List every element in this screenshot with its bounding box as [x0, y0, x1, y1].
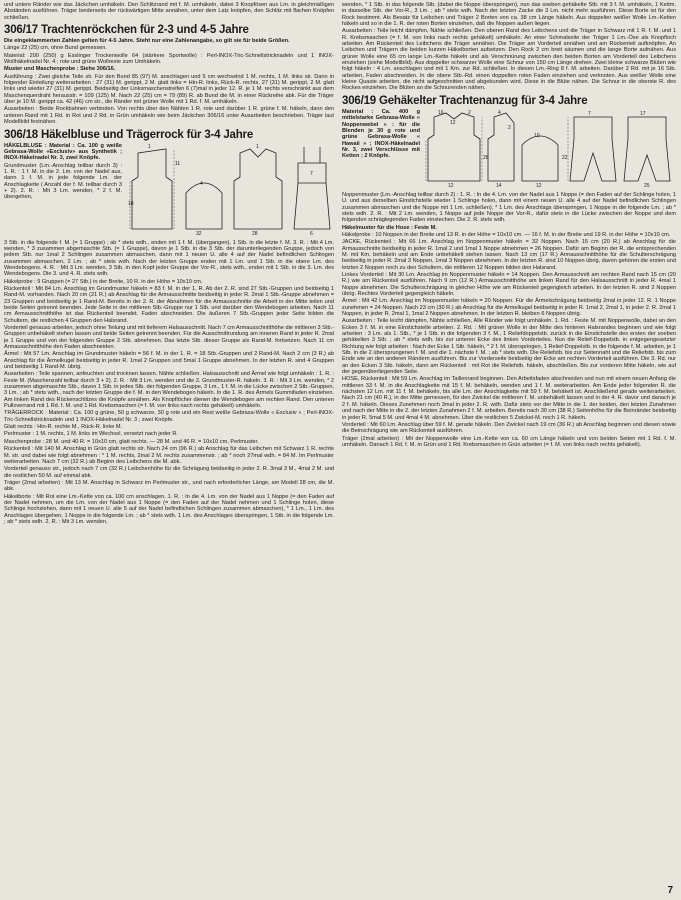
page-number: 7 [667, 885, 673, 896]
label-a: 18 [128, 200, 134, 207]
right-continuation: wenden, * 1 Stb. in das folgende Stb. (dabei die Noppe überspringen), nun das soeben gehäkelte Stb. mit 3 f. M. umhäkeln, 1 Kettm. in dasselbe Stb. der Vor-R., 3 Lm. ; ab * stets wdh. Nach der letzten Zacke die 3 Lm. nicht mehr ausführen. Diese Borte ist für den Rock bestimmt. Als Besatz für Leibchen und Träger 2 Borten von ca. 38 cm Länge häkeln. Aus doppelter weißer Wolle Lm.-Ketten häkeln und so in die 1. R. der roten Borten einziehen, daß die Noppen außen liegen. [342, 2, 676, 28]
suit-intro-with-diagram [342, 109, 676, 192]
jacket-sleeve: Ärmel : Mit 42 Lm. Anschlag im Noppenmuster häkeln = 20 Noppen. Für die Ärmelschrägung beidseitig 2mal in jeder 12. R. 1 Noppe zunehmen = 24 Noppen. Nach 23 cm (30 R.) ab Anschlag für die Armelkugel beidseitig in jeder R. 1mal 2, 2mal 1, in jeder 2. R. 2mal 1 Noppen, in jeder R. 2mal 1, 1mal 2 Noppen abnehmen. In der letzten R. bleiben 6 Noppen übrig. [342, 298, 676, 317]
s-label-m: 17 [640, 110, 646, 117]
s-label-j: 10 [534, 132, 540, 139]
blouse-intro-with-diagram [4, 143, 334, 240]
section-title-306-19: 306/19 Gehäkelter Trachtenanzug für 3-4 Jahre [342, 94, 588, 107]
suit-dimension-lines [426, 117, 568, 181]
blouse-schematic [126, 143, 331, 235]
s-label-l: 22 [562, 154, 568, 161]
dimension-lines [130, 149, 174, 229]
length-note: Länge 22 (25) cm, ohne Bund gemessen. [4, 45, 107, 52]
jacket-back: JACKE, Rückenteil : Mit 66 Lm. Anschlag im Noppenmuster häkeln = 32 Noppen. Nach 15 cm (20 R.) ab Anschlag für die Armausschnitte beidseitig in jeder R. 1mal 2 und 1mal 1 Noppe abnehmen = 26 Noppen. Dafür am Beginn der R. die entsprechenden M. mit Km. behäkeln und am Ende unbehäkelt stehen lassen. Nach 13 cm (17 R.) Armausschnitthöhe für die Schulterschrägung beidseitig in jeder R. 2mal 3 Noppen, 1mal 3 Noppen abnehmen. In der letzten R. sind 10 Noppen übrig, davon gehören die ersten und letzten 2 Noppen noch zu den Schultern, die mittleren 12 Noppen bilden den Halsrand. [342, 239, 676, 271]
label-f: 1 [256, 143, 259, 150]
material-paragraph: Material: 200 (250) g Esslinger Trockenwolle 64 (stärkere Sportwolle) : Perl-INOX-Tric-Schnellstricknadeln und 1 INOX-Wollhäkelnadel Nr. 4 ; rote und grüne Wollreste zum Umhäkeln. [4, 52, 334, 66]
bobble-pattern: Noppenmuster (Lm.-Anschlag teilbar durch 2) : 1. R. : In die 4. Lm. von der Nadel aus 1 Noppe (= den Faden auf der Schlinge holen, 1 U. und aus derselben Einstichstelle wieder 1 Schlinge holen, dann mit einem neuen U. alle 4 auf der Nadel befindlichen Schlingen zusammen abmaschen und die Noppe mit 1 Lm. schließen), * 1 Lm. des Anschlags überspringen, 1 Noppe in die folgende Lm. ; ab * stets wdh. 2. R. : Mit 2 Lm. wenden, 1 Noppe auf jede Noppe der Vor-R., dafür stets in die Lücke zwischen der Noppe und dem folgenden schräglegenden Faden einstechen. Die 2. R. stets wdh. [342, 191, 676, 224]
suit-material: Material : Ca. 400 g mittelstarke Gebrasa-Wolle « Noppenwebel » : für die Blenden je 30 g rote und grüne Gebrasa-Wolle « Hawaii » ; INOX-Häkelnadel Nr. 3, zwei Verschlüsse mit Ketten ; 2 Knöpfe. [342, 108, 420, 160]
trousers-pattern: Häkelmuster für die Hose : Feste M. [342, 224, 437, 231]
seed-stitch: Perlmuster : 1 M. rechts, 1 M. links im Wechsel, versetzt nach jeder R. [4, 431, 178, 438]
back-piece: Rückenteil : Mit 84 Lm. Anschlag im Grundmuster häkeln = 83 f. M. in der 1. R. Ab der 2. R. sind 27 Stb.-Gruppen und beidseitig 1 Rand-M. vorhanden. Nach 20 cm (21 R.) ab Anschlag für die Armausschnitte beidseitig in jeder R. 2mal 1 Stb.-Gruppe abnehmen = 23 Gruppen und beidseitig je 1 Rand-M. Bereits in der 2. R. der Abnahmen für die Armausschnitte die Arbeit in der Mitte teilen und beide Seiten getrennt beenden. Jede Seite in der mittleren Stb.-Gruppe nur 1 Stb. und darüber den Wendebogen arbeiten. Nach 11 cm Armausschnitthöhe ist das Rückenteil beendet. Faden abschneiden. Die äußeren 7 Stb.-Gruppen jeder Seite bilden die Schultern, die restlichen 4 Gruppen den Halsrand. [4, 285, 334, 324]
suit-diagram-labels [438, 110, 650, 187]
crochet-border: Häkelborte : Mit Rot eine Lm.-Kette von ca. 100 cm anschlagen. 1. R. : In die 4. Lm. von der Nadel aus 1 Noppe (= den Faden auf der Nadel nehmen, um die Lm. von der Nadel aus 1 Noppe (= den Faden auf der Nadel nehmen und 1 Schlinge holen, diese Schlinge hochziehen, dann mit 1 neuen U. alle 5 auf der Nadel befindlichen Schlingen zusammen abmaschen), * 1 Lm., 1 Lm. des Anschlages übergehen, 1 Noppe in die folgende Lm. ; ab * stets wdh. 1 Lm. des Anschlages überspringen, 1 Stb. in die folgende Lm. ; ab * stets wdh. 2. R. : Mit 3 Lm. wenden, [4, 493, 334, 525]
finishing: Ausarbeiten : Teile spannen, anfeuchten und trocknen lassen. Nähte schließen. Halsausschnitt und Ärmel wie folgt umhäkeln : 1. R. : Feste M. (Maschenzahl teilbar durch 3 + 2). 2. R. : Mit 3 Lm. wenden und die 2. Grundmuster-R. häkeln. 3. R. : Mit 3 Lm. wenden, * 2 zusammen abgemaschte Stb., davon 1 Stb. in jedes Stb. der folgenden Gruppe, 3 Lm., 1 f. M. in die Lücke zwischen 2 Stb.-Gruppen, 3 Lm. ; ab * stets wdh., nach der letzten Gruppe die f. M. in den Wendebogen häkeln. In die 1. R. des Ärmels Gummifaden einziehen. Am linken Rand des Rückenschlitzes die Knöpfe annähen. Als Knopflöcher dienen die Wendebogen am rechten Rand. Den unteren Pulloverrand mit 1 Rd. f. M. und 1 Rd. Krebsmaschen (= f. M. von links nach rechts gehäkelt) umhäkeln. [4, 371, 334, 410]
trousers-straps: Träger (2mal arbeiten) : Mit der Noppenwolle eine Lm.-Kette von ca. 60 cm Länge häkeln und von beiden Seiten mit 1 Rd. f. M. umhäkeln. Danach 1 Rd. f. M. in Grün und 1 Rd. Krebsmaschen in Grün arbeiten (= f. M. von links nach rechts gehäkelt). [342, 435, 676, 448]
label-c: 1 [148, 143, 151, 150]
s-label-n: 25 [644, 182, 650, 187]
trousers-back: HOSE, Rückenteil : Mit 59 Lm. Anschlag im Taillenrand beginnen. Den Arbeitsfaden abschneiden und nun mit einem neuen Anfang die mittleren 33 f. M. in die Anschlagkette mit 15 f. M. behäkeln, wenden und 1 f. M. weiterarbeiten. Am Ende jeder folgenden R. die nächsten 12 Lm. mit 11 f. M. behäkeln, bis alle Lm. der Anschlagkette mit 59 f. M. behäkelt ist. Anschließend gerade weiterarbeiten. Nach 21 cm (40 R.), in der Mitte gemessen, für den Zwickel die mittleren f. M. unbehäkelt lassen und in der 4. R. davor und danach je 2 f. M. häkeln. Dieses Zunehmen noch 3mal in jeder 2. R. wdh. Dafür stets vor der Mitte in die 1. der beiden, den letzten Zunahmen und nach der Mitte in die 2. der letzten Zunahmen 2 f. M. arbeiten. Bereits nach 30 cm (38 R.) Seitenhöhe für die Beinränder beidseitig in jeder R. 5mal 5 M. und 4mal 4 M. abnehmen. Über die restlichen 5 Zwickel-M. noch 1 R. häkeln. [342, 376, 676, 421]
suit-gauge: Häkelprobe : 10 Noppen in der Breite und 13 R. in der Höhe = 10x10 cm. — 16 f. M. in der Breite und 19 R. in der Höhe = 10x10 cm. [342, 231, 671, 238]
label-d: 4 [200, 180, 203, 187]
blouse-pattern-diagram [126, 143, 334, 240]
straps: Träger (2mal arbeiten) : Mit 13 M. Anschlag in Schwarz im Perlmuster str., und nach erforderlicher Länge, am Modell 28 cm, die M. abk. [4, 479, 334, 493]
blouse-material: HÄKELBLUSE : Material : Ca. 100 g weiße Gebrasa-Wolle «Exclusiv» aus Synthetik ; INOX-Häkelnadel Nr. 3, zwei Knöpfe. [4, 142, 122, 162]
suit-material-text [342, 109, 420, 192]
pattern-rows: 3 Stb. in die folgende f. M. (= 1 Gruppe) ; ab * stets wdh., enden mit 1 f. M. (übergangen), 1 Stb. in die letzte f. M. 3. R. : Mit 4 Lm. wenden, * 3 zusammen abgemaschte Stb. (= 1 Gruppe), davon je 1 Stb. in die 3 Stb. der darunterliegenden Gruppe, jedoch von jedem Stb. nur 1mal 2 Schlingen zusammen abmaschen, dann mit 1 neuen U. alle 4 auf der Nadel befindlichen Schlingen zusammen abmaschen, 2 Lm. ; ab * stets wdh. Nach der letzten Gruppe enden mit 1 Lm. und 1 Stb. in die obere Lm. des Wendebogens. 4. R. : Mit 3 Lm. wenden, 3 Stb. in den Kopf jeder Gruppe der Vor-R., stets wdh., enden mit 1 Stb. in die 3. Lm. des Wendebogens. Die 3. und 4. R. stets wdh. [4, 239, 334, 278]
execution-paragraph: Ausführung : Zwei gleiche Teile str. Für den Bund 85 (97) M. anschlagen und 5 cm wechselnd 1 M. rechts, 1 M. links str. Dann in folgender Einteilung weiterarbeiten : 27 (31) M. gerippt, 2 M. glatt links = Hin-R. links, Rück-R. rechts, 27 (31) M. gerippt, 2 M. glatt links und wieder 27 (31) M. gerippt. Beidseitig der Linksmaschenstreifen 6 (7)mal in jeder 12. R. je 1 M. rechts verschränkt aus dem Maschenquerdraht herausstr. = 109 (125) M. Nach 22 (25) cm = 79 (89) R. ab Bund die M. in einer Rückreihe abk. Für die Träger über je 10 M. gerippt ca. 42 (46) cm str., die Ränder mit grüner Wolle mit 1 Rd. f. M. umhäkeln. [4, 73, 334, 106]
finishing-paragraph: Ausarbeiten : Beide Rockbahnen verbinden. Von rechts über den Nähten 1 R. rote und darüber 1 R. grüne f. M. häkeln, dann den unteren Rand mit 1 Rd. in Rot und 2 Rd. in Grün umhäkeln wie beim Jäckchen 306/16 unter Ausarbeiten beschrieben. Träger laut Modellbild festnähen. [4, 106, 334, 126]
gauge: Häkelprobe : 9 Gruppen (= 27 Stb.) in der Breite, 10 R. in der Höhe = 10x10 cm. [4, 278, 203, 285]
stockinette: Glatt rechts : Hin-R. rechte M., Rück-R. linke M. [4, 424, 123, 431]
jacket-sleeve-outline [522, 136, 558, 181]
skirt-material: TRÄGERROCK : Material : Ca. 100 g grüne, 50 g schwarze, 30 g rote und ein Rest weiße Gebrasa-Wolle « Exclusiv » ; Perl-INOX-Tric-Schnellstricknadeln und 1 INOX-Häkelnadel Nr. 3 ; zwei Knöpfe. [4, 410, 334, 423]
s-label-k: 7 [588, 110, 591, 117]
s-label-b: 12 [450, 119, 456, 126]
left-column [4, 2, 334, 896]
trousers-back-outline [570, 117, 616, 181]
trousers-front: Vorderteil : Mit 60 Lm. Anschlag über 59 f. M. gerade häkeln. Den Zwickel nach 19 cm (36 R.) ab Anschlag beginnen und diesen sowie die Beinschrägung wie am Rückenteil ausführen. [342, 421, 676, 435]
size-note: Die eingeklammerten Zahlen gelten für 4-5 Jahre. Steht nur eine Zahlenangabe, so gilt sie für beide Größen. [4, 38, 290, 45]
s-label-e: 4 [498, 109, 501, 116]
sleeve: Ärmel : Mit 57 Lm. Anschlag im Grundmuster häkeln = 56 f. M. in der 1. R. = 18 Stb.-Gruppen und 2 Rand-M. Nach 2 cm (3 R.) ab Anschlag für die Ärmelkugel beidseitig in jeder R. 1mal 2 Gruppen und 5mal 1 Gruppe abnehmen. In der letzten R. sind 4 Gruppen und beidseitig 1 Rand-M. übrig. [4, 351, 334, 371]
label-e: 32 [196, 230, 202, 235]
intro-paragraph: und untere Ränder wie das Jäckchen umhäkeln. Den Schlitzrand mit f. M. umhäkeln, dabei 3 Knopfösen aus Lm. in gleichmäßigen Abständen ausführen. Träger beiderseits der rückwärtigen Mitte annähen, unter dem Latz knöpfen, den Schlitz mit flachen Knöpfen schließen. [4, 2, 334, 21]
label-g: 28 [252, 230, 258, 235]
blouse-diagram-labels [128, 144, 313, 235]
skirt-back: Rückenteil : Mit 140 M. Anschlag in Grün glatt rechts str. Nach 24 cm (96 R.) ab Anschlag für das Leibchen mit Schwarz 1 R. rechte M. str. und dabei wie folgt abnehmen : * 1 M. rechts, 2mal 2 M. rechts zusammenstr. ; ab * noch 27mal wdh. = 84 M. Im Perlmuster weiterarbeiten. Nach 7 cm (32 R.) ab Beginn des Leibchens die M. abk. [4, 446, 334, 465]
suit-pattern-diagram [424, 109, 676, 192]
jacket-front-outline [488, 113, 514, 181]
strap-lines [304, 147, 320, 163]
section-title-306-18: 306/18 Häkelbluse und Trägerrock für 3-4 Jahre [4, 128, 254, 141]
right-column [342, 2, 676, 896]
s-label-i: 12 [536, 182, 542, 187]
label-h: 7 [310, 170, 313, 177]
front-piece-outline [234, 149, 282, 229]
s-label-c: 2 [468, 109, 471, 116]
s-label-a: 16 [438, 109, 444, 116]
s-label-g: 12 [448, 182, 454, 187]
back-piece-outline [132, 149, 172, 229]
jacket-finishing: Ausarbeiten : Teile leicht dämpfen, Nähte schließen, Alle Ränder wie folgt umhäkeln. 1. Rd. : Feste M. mit Noppenwolle, dabei an den Ecken 3 f. M. in eine Einstichstelle arbeiten. 2. Rd. : Mit grüner Wolle in der Mitte des hinteren Halsrandes beginnen und wie folgt arbeiten : 3 Lm. als 1. Stb., * je 1 Stb. in die folgenden 3 f. M., 1 Reliefdoppelstb. zurück in die Einstichstelle des ersten der soeben gehäkelten 3 Stb. ; ab * stets wdh. bis zur unteren Ecke des linken Vorderteiles. Nun die Relief-Doppelstb. in entgegengesetzter Richtung wie folgt arbeiten : Nach der Ecke 1 Stb. häkeln, * 2 f. M. überspringen, 1 Relief-Doppelstb. in die folgende f. M. arbeiten, je 1 Stb. in die 2 übersprungenen f. M. und die 1. nächste f. M. ; ab * stets wdh. Die Reliefstb. bis zur Seitennaht und die Reliefstb. bis zum Ende wie an den anderen Rändern ausführen. Bis zur Vorderseite beidseitig der Ecke am rechten Vorderteil ausführen. Die 3. Rd. nur an den Ecken 3 Stb. häkeln, dann am Rückenteil : mit Rot die Reliefstb. häkeln, abschließen. Bis zur vorderen Mitte häkeln, wie auf der gegenüberliegenden Seite. [342, 318, 676, 376]
s-label-f: 2 [508, 124, 511, 131]
stitch-gauge: Maschenprobe : 28 M. und 40 R. = 10x10 cm, glatt rechts. — 28 M. und 46 R. = 10x10 cm, Perlmuster. [4, 438, 259, 445]
pattern-paragraph: Muster und Maschenprobe : Siehe 306/16. [4, 66, 116, 73]
front-piece: Vorderteil genauso arbeiten, jedoch ohne Teilung und mit tieferem Halsausschnitt. Nach 7 cm Armausschnitthöhe die mittleren 3 Stb.-Gruppen unbehäkelt stehen lassen und beide Seiten getrennt beenden. Für die Ausschnittrundung am inneren Rand in jeder R. 2mal je 1 Gruppe und von der folgenden Gruppe 2 Stb. abnehmen. Das letzte Stb. dieser Gruppe als Rand-M. fortsetzen. Nach 11 cm Armausschnitthöhe den Faden abschneiden. [4, 324, 334, 350]
s-label-d: 28 [483, 154, 489, 161]
sleeve-outline [186, 180, 222, 229]
right-finishing: Ausarbeiten : Teile leicht dämpfen, Nähte schließen. Den oberen Rand des Leibchens und die Träger in Schwarz mit 1 R. f. M. und 1 R. Krebsmaschen (= f. M. von links nach rechts gehäkelt) umhäkeln. An einer Schmalseite der Träger 1 Lm.-Öse als Knopfloch arbeiten. Am Rückenteil des Leibchens die Träger annähen. Die Träger am Vorderteil annähen und am Rückenteil aufknöpfen. An Leibchen und Trägern die beiden kurzen Häkelborten aufsetzen. Den Rock 2 cm breit säumen und die lange Borte aufnähen. Aus grüner Wolle eine 65 cm lange Lm.-Kette häkeln und als Verschnürung zwischen den beiden Borten am Vorderteil des Leibchens einziehen (siehe Modellbild). Aus doppelter schwarzer Wolle eine Schnur von 150 cm Länge drehen. Zwei kleine schwarze Blüten wie folgt häkeln : 4 Lm. anschlagen und mit 1 Km. zur Rd. schließen. In diesen Lm.-Ring 8 f. M. arbeiten. Darüber 2 Rd. mit je 16 Stb. arbeiten, Faden abschneiden. In die obere Stb.-Rd. einen doppelten roten Faden einziehen und verknoten. Aus weißer Wolle eine kleine Quaste arbeiten, die nicht aufgeschnitten und abgebunden wird. Diese in die Blüte nähen. Die Schnur in die oberste R. des Rockes einziehen. Die Blüten an die Schnurenden nähen. [342, 28, 676, 92]
blouse-intro-text [4, 143, 122, 240]
trousers-front-outline [624, 117, 670, 181]
suit-schematic [424, 109, 674, 187]
base-pattern: Grundmuster (Lm.-Anschlag teilbar durch 3) : 1. R. : 1 f. M. in die 2. Lm. von der Nadel aus, dann 1 f. M. in jede folgende Lm. der Anschlagkette ( Anzahl der f. M. teilbar durch 3 + 2). 2. R. : Mit 3 Lm. wenden, * 2 f. M. übergehen, [4, 162, 122, 201]
s-label-h: 14 [496, 182, 502, 187]
label-b: 11 [175, 160, 181, 167]
skirt-front: Vorderteil genauso str., jedoch nach 7 cm (32 R.) Leibchenhöhe für die Schrägung beidseitig in jeder 2. R. 3mal 3 M., 4mal 2 M. und die restlichen 50 M. auf einmal abk. [4, 466, 334, 479]
label-i: 6 [310, 230, 313, 235]
section-title-306-17: 306/17 Trachtenröckchen für 2-3 und 4-5 Jahre [4, 24, 249, 37]
jacket-left-front: Linkes Vorderteil : Mit 30 Lm. Anschlag im Noppenmuster häkeln = 14 Noppen. Den Armausschnitt am rechten Rand nach 15 cm (20 R.) wie am Rückenteil ausführen. Nach 9 cm (12 R.) Armausschnitthöhe am linken Rand für den Halsausschnitt in jeder R. 4mal 1 Noppe abnehmen. Die Schulterschrägung in gleicher Höhe wie am Rückenteil gegengleich arbeiten. In der letzten R. sind 2 Noppen übrig. Rechtes Vorderteil gegengleich häkeln. [342, 271, 676, 297]
skirt-piece-outline [294, 183, 330, 229]
